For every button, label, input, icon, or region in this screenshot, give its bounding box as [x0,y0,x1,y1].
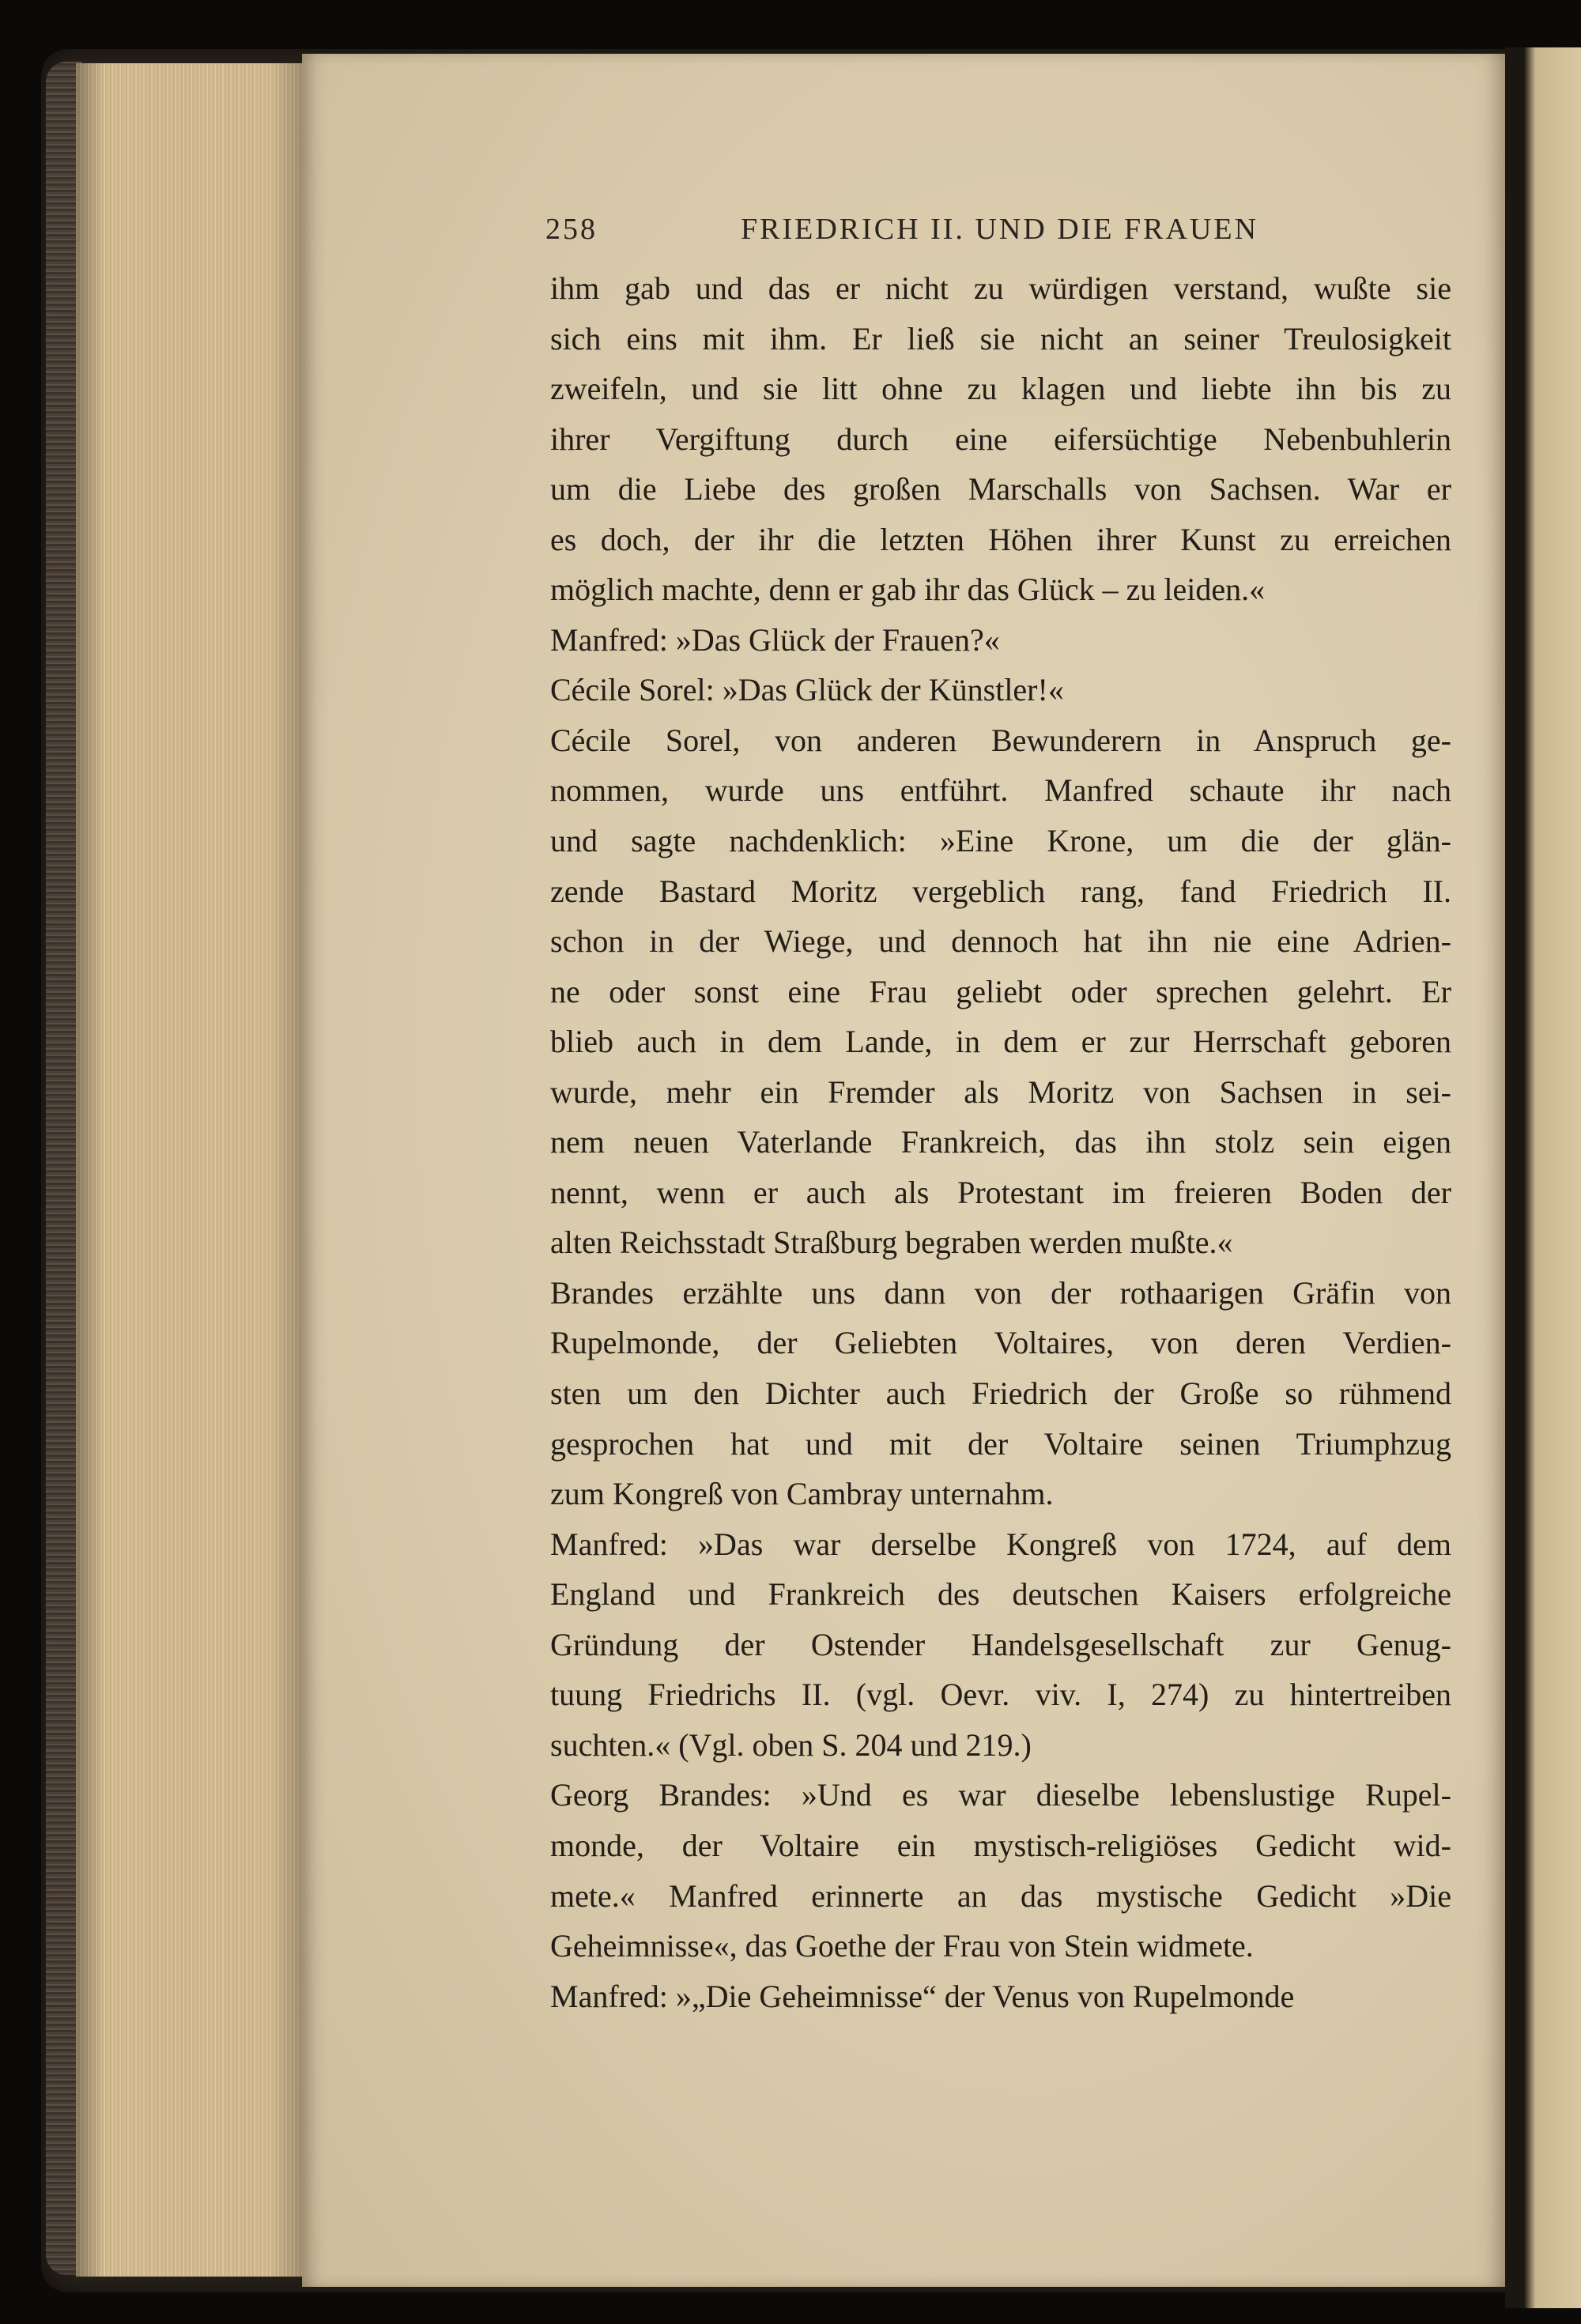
facing-page-edge [1505,47,1581,2308]
text-line: möglich machte, denn er gab ihr das Glück – zu leiden.« [550,572,1266,608]
text-line: schon in der Wiege, und dennoch hat ihn nie eine Adrien- [550,923,1451,960]
text-line: monde, der Voltaire ein mystisch-religiöses Gedicht wid- [550,1827,1451,1863]
text-line: mete.« Manfred erinnerte an das mystische Gedicht »Die [550,1877,1451,1914]
page-number: 258 [545,213,598,246]
text-line: ihrer Vergiftung durch eine eifersüchtige Nebenbuhlerin [550,421,1451,457]
body-text [550,263,1451,2021]
text-line: Georg Brandes: »Und es war dieselbe lebenslustige Rupel- [550,1777,1451,1813]
text-line: zende Bastard Moritz vergeblich rang, fand Friedrich II. [550,873,1451,909]
page-header [545,212,1304,253]
text-line: ne oder sonst eine Frau geliebt oder sprechen gelehrt. Er [550,973,1451,1009]
text-line: nommen, wurde uns entführt. Manfred schaute ihr nach [550,772,1451,809]
text-line: gesprochen hat und mit der Voltaire seinen Triumphzug [550,1425,1451,1462]
text-line: zum Kongreß von Cambray unternahm. [550,1476,1054,1512]
text-line: Manfred: »„Die Geheimnisse“ der Venus von Rupelmonde [550,1978,1295,2014]
text-line: wurde, mehr ein Fremder als Moritz von Sachsen in sei- [550,1073,1451,1110]
text-line: Manfred: »Das Glück der Frauen?« [550,621,1000,658]
text-line: Rupelmonde, der Geliebten Voltaires, von deren Verdien- [550,1325,1451,1361]
text-line: ihm gab und das er nicht zu würdigen verstand, wußte sie [550,270,1451,306]
running-title: FRIEDRICH II. UND DIE FRAUEN [741,213,1259,246]
text-line: suchten.« (Vgl. oben S. 204 und 219.) [550,1726,1032,1763]
text-line: und sagte nachdenklich: »Eine Krone, um die der glän- [550,823,1451,859]
text-line: alten Reichsstadt Straßburg begraben werden mußte.« [550,1224,1233,1261]
text-line: sich eins mit ihm. Er ließ sie nicht an seiner Treulosigkeit [550,320,1451,357]
text-line: nennt, wenn er auch als Protestant im freieren Boden der [550,1174,1451,1210]
page-block-edges [76,63,305,2277]
text-line: Geheimnisse«, das Goethe der Frau von Stein widmete. [550,1928,1254,1964]
text-line: Brandes erzählte uns dann von der rothaarigen Gräfin von [550,1274,1451,1311]
text-line: blieb auch in dem Lande, in dem er zur Herrschaft geboren [550,1024,1451,1060]
text-line: England und Frankreich des deutschen Kaisers erfolgreiche [550,1576,1451,1613]
text-line: Cécile Sorel, von anderen Bewunderern in Anspruch ge- [550,722,1451,758]
text-line: zweifeln, und sie litt ohne zu klagen und liebte ihn bis zu [550,371,1451,407]
text-line: tuung Friedrichs II. (vgl. Oevr. viv. I, 274) zu hintertreiben [550,1677,1451,1713]
text-line: nem neuen Vaterlande Frankreich, das ihn stolz sein eigen [550,1124,1451,1160]
text-line: Manfred: »Das war derselbe Kongreß von 1724, auf dem [550,1526,1451,1562]
text-line: um die Liebe des großen Marschalls von Sachsen. War er [550,471,1451,507]
text-line: sten um den Dichter auch Friedrich der Große so rühmend [550,1375,1451,1412]
text-line: Gründung der Ostender Handelsgesellschaft zur Genug- [550,1626,1451,1662]
text-line: Cécile Sorel: »Das Glück der Künstler!« [550,672,1064,708]
text-line: es doch, der ihr die letzten Höhen ihrer Kunst zu erreichen [550,521,1451,557]
